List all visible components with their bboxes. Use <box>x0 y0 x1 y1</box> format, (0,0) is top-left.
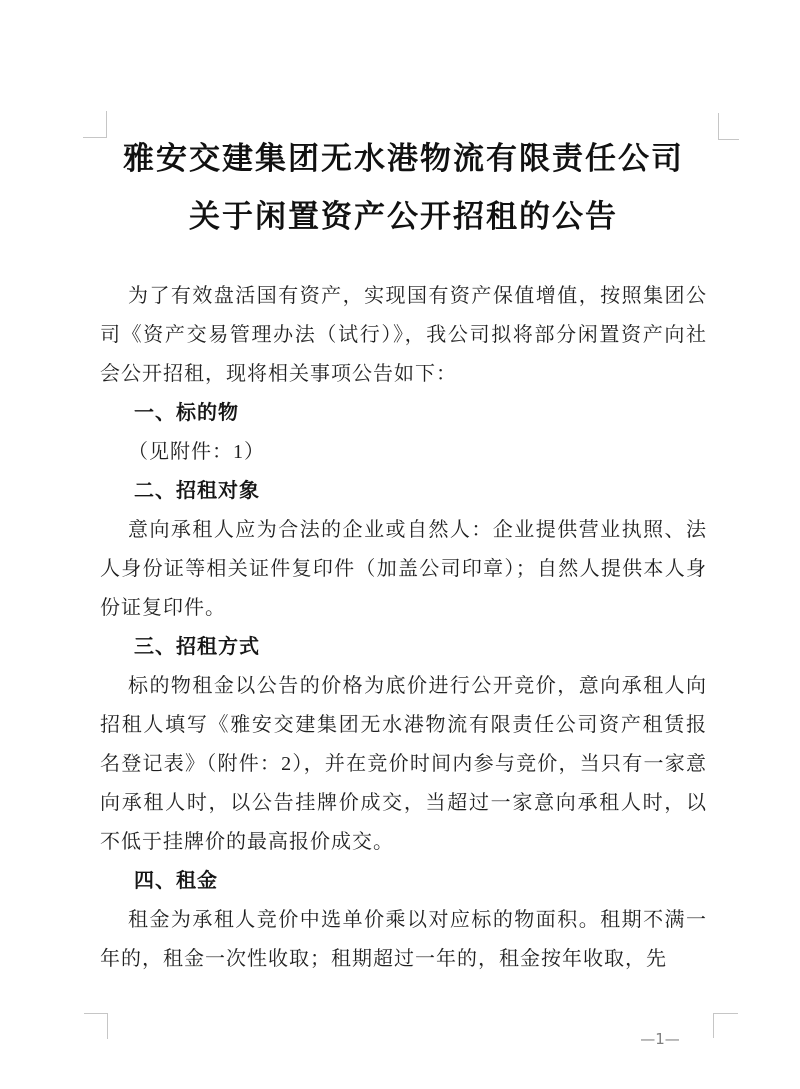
document-body <box>100 277 707 979</box>
document-title-line-2: 关于闲置资产公开招租的公告 <box>189 199 618 234</box>
paragraph-bidding-method: 标的物租金以公告的价格为底价进行公开竞价，意向承租人向招租人填写《雅安交建集团无水港物流有限责任公司资产租赁报名登记表》（附件：2），并在竞价时间内参与竞价，当只有一家意向承租人时，以公告挂牌价成交，当超过一家意向承租人时，以不低于挂牌价的最高报价成交。 <box>100 675 707 853</box>
document-title-line-1: 雅安交建集团无水港物流有限责任公司 <box>123 141 684 176</box>
paragraph-see-attachment-1: （见附件：1） <box>128 441 265 463</box>
page-number: —1— <box>640 1030 680 1048</box>
heading-section-4-rent: 四、租金 <box>134 870 218 892</box>
paragraph-intro: 为了有效盘活国有资产，实现国有资产保值增值，按照集团公司《资产交易管理办法（试行）》，我公司拟将部分闲置资产向社会公开招租，现将相关事项公告如下： <box>100 285 707 385</box>
text-boundary-mark-bottom-left <box>84 1013 108 1039</box>
paragraph-rent-terms: 租金为承租人竞价中选单价乘以对应标的物面积。租期不满一年的，租金一次性收取；租期超过一年的，租金按年收取，先 <box>100 909 707 970</box>
text-boundary-mark-top-right <box>718 113 739 140</box>
text-boundary-mark-bottom-right <box>713 1013 738 1038</box>
document-content <box>100 0 707 979</box>
paragraph-lessee-rules: 意向承租人应为合法的企业或自然人：企业提供营业执照、法人身份证等相关证件复印件（加盖公司印章）；自然人提供本人身份证复印件。 <box>100 519 707 619</box>
heading-section-2-lessees: 二、招租对象 <box>134 480 260 502</box>
heading-section-3-method: 三、招租方式 <box>134 636 260 658</box>
heading-section-1-subject: 一、标的物 <box>134 402 239 424</box>
